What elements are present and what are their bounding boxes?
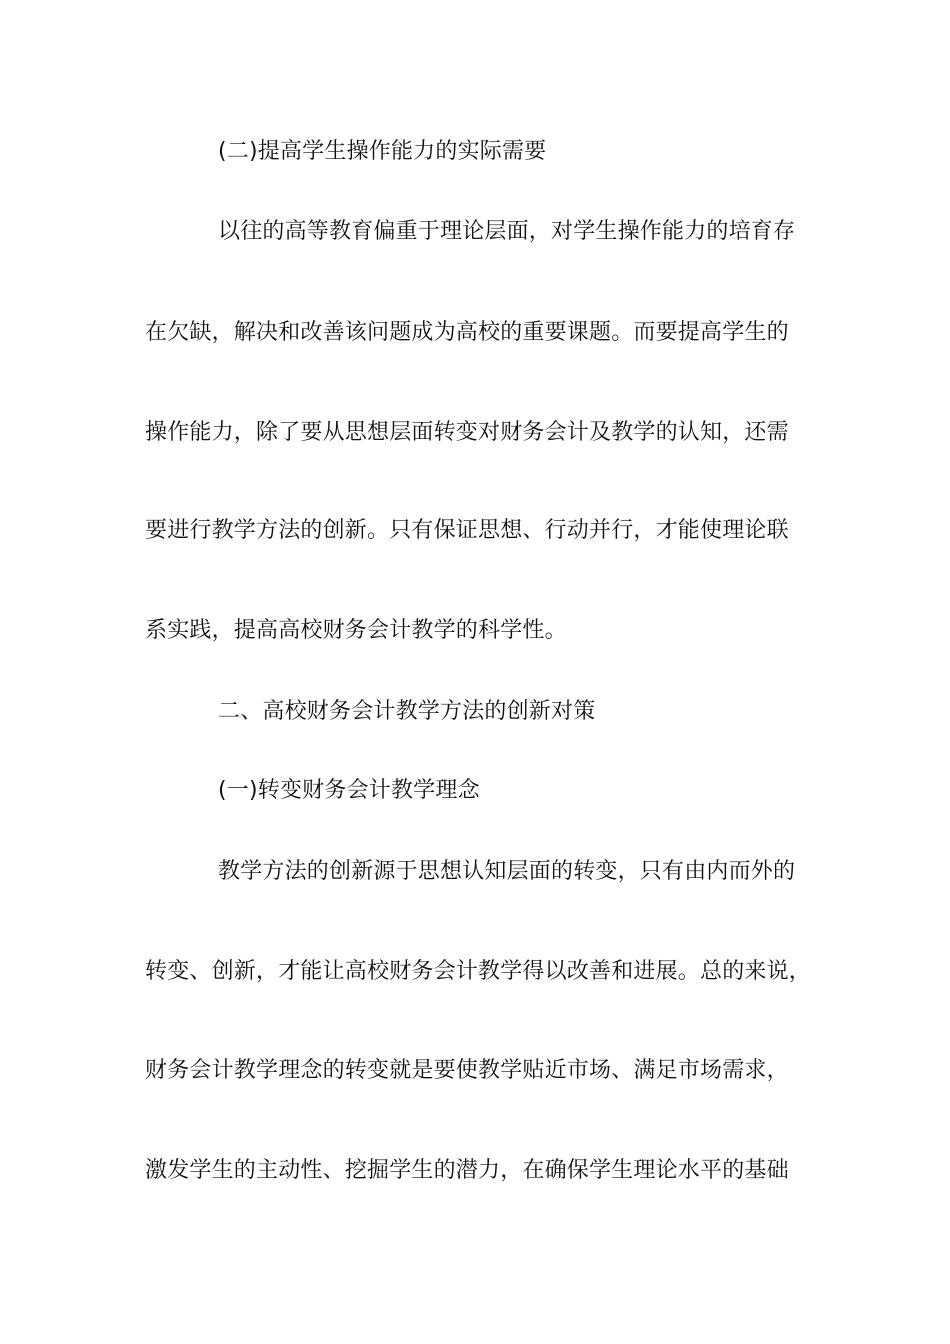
paragraph-line: 以往的高等教育偏重于理论层面，对学生操作能力的培育存 [218, 219, 796, 244]
section-heading-innovation-strategies: 二、高校财务会计教学方法的创新对策 [218, 699, 596, 724]
subheading-practical-need: (二)提高学生操作能力的实际需要 [218, 139, 547, 164]
paragraph-line: 要进行教学方法的创新。只有保证思想、行动并行，才能使理论联 [145, 518, 789, 543]
paragraph-line: 教学方法的创新源于思想认知层面的转变，只有由内而外的 [218, 859, 796, 884]
subheading-teaching-concept: (一)转变财务会计教学理念 [218, 778, 480, 803]
paragraph-line: 转变、创新，才能让高校财务会计教学得以改善和进展。总的来说， [145, 959, 812, 984]
paragraph-line: 系实践，提高高校财务会计教学的科学性。 [145, 618, 567, 643]
paragraph-line: 财务会计教学理念的转变就是要使教学贴近市场、满足市场需求， [145, 1058, 789, 1083]
paragraph-line: 在欠缺，解决和改善该问题成为高校的重要课题。而要提高学生的 [145, 320, 789, 345]
paragraph-line: 操作能力，除了要从思想层面转变对财务会计及教学的认知，还需 [145, 420, 789, 445]
paragraph-line: 激发学生的主动性、挖掘学生的潜力，在确保学生理论水平的基础 [145, 1158, 789, 1183]
